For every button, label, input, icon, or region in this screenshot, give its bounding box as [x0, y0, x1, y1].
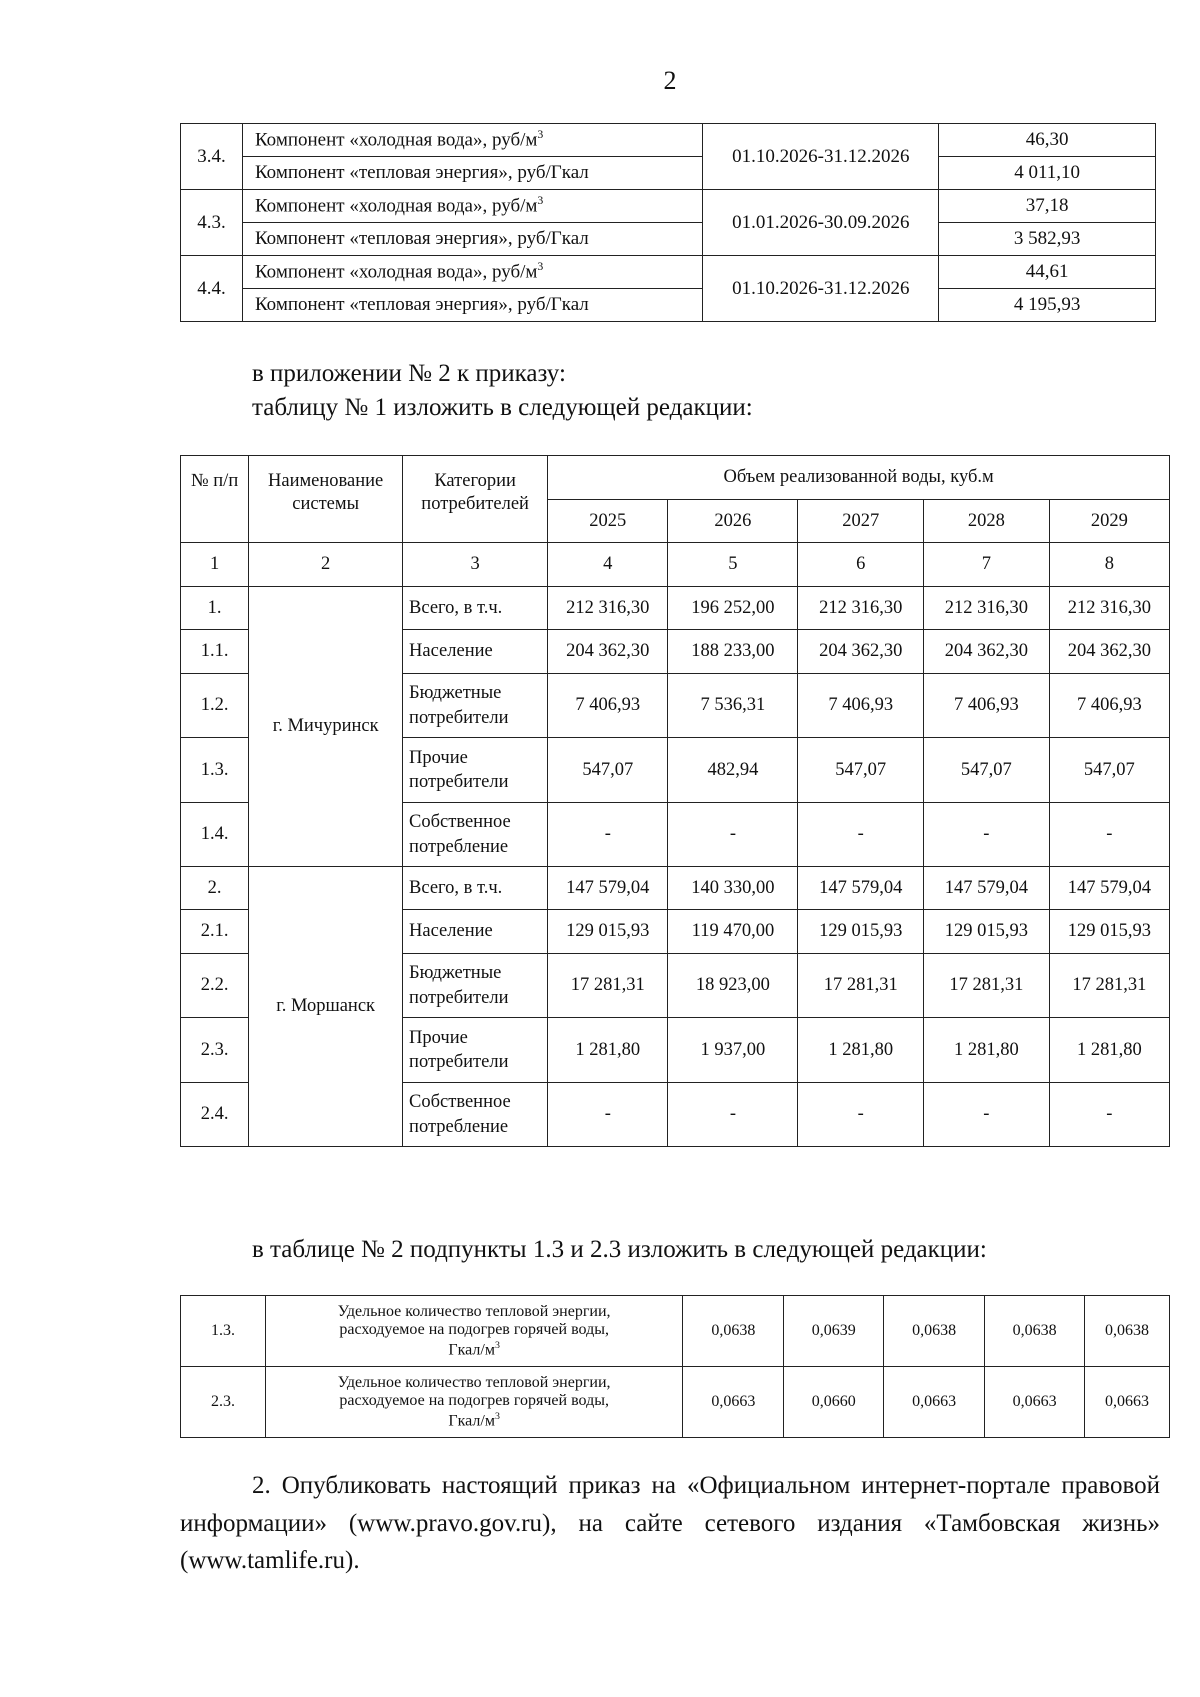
water-volume-table — [180, 455, 1170, 1147]
volume-value: 7 406,93 — [924, 674, 1050, 738]
cube-superscript: 3 — [494, 1339, 500, 1351]
volume-value: 204 362,30 — [924, 630, 1050, 674]
water-component-cell — [242, 190, 702, 223]
row-number: 1. — [181, 587, 249, 630]
consumer-category: Бюджетные потребители — [403, 954, 548, 1018]
tariff-row — [181, 124, 1156, 157]
volume-value: 7 536,31 — [668, 674, 798, 738]
column-number: 4 — [548, 543, 668, 587]
intro-text-table-1: таблицу № 1 изложить в следующей редакции: — [252, 394, 753, 421]
consumer-category: Население — [403, 910, 548, 954]
publish-order-text: 2. Опубликовать настоящий приказ на «Официальном интернет-портале правовой информации» (www.pravo.gov.ru), на сайте сетевого издания «Тамбовская жизнь» (www.tamlife.ru). — [180, 1472, 1160, 1574]
volume-value: 17 281,31 — [1049, 954, 1169, 1018]
column-number: 1 — [181, 543, 249, 587]
tariff-row-number: 4.4. — [181, 256, 243, 322]
heat-component-label: Компонент «тепловая энергия», руб/Гкал — [242, 223, 702, 256]
description-line: Удельное количество тепловой энергии, — [337, 1373, 611, 1391]
row-number: 2.2. — [181, 954, 249, 1018]
tariff-table — [180, 123, 1156, 322]
heat-description — [265, 1367, 682, 1438]
table-row — [181, 587, 1170, 630]
volume-value: 17 281,31 — [924, 954, 1050, 1018]
volume-value: 547,07 — [798, 738, 924, 803]
volume-value: 119 470,00 — [668, 910, 798, 954]
header-volume: Объем реализованной воды, куб.м — [548, 456, 1170, 500]
volume-value: - — [798, 803, 924, 867]
consumer-category: Прочие потребители — [403, 1018, 548, 1083]
system-name: г. Мичуринск — [249, 587, 403, 867]
volume-value: 7 406,93 — [548, 674, 668, 738]
volume-value: 17 281,31 — [798, 954, 924, 1018]
heat-value: 0,0638 — [985, 1296, 1085, 1367]
volume-value: 547,07 — [924, 738, 1050, 803]
intro-text-table-2: в таблице № 2 подпункты 1.3 и 2.3 изложить в следующей редакции: — [252, 1236, 987, 1263]
unit-label: Гкал/м — [448, 1340, 495, 1358]
volume-value: - — [548, 803, 668, 867]
volume-value: 1 281,80 — [798, 1018, 924, 1083]
description-line: расходуемое на подогрев горячей воды, — [339, 1392, 609, 1410]
volume-value: 147 579,04 — [798, 867, 924, 910]
volume-value: 1 281,80 — [924, 1018, 1050, 1083]
volume-value: - — [668, 803, 798, 867]
header-system: Наименование системы — [249, 456, 403, 543]
header-year: 2028 — [924, 500, 1050, 543]
consumer-category: Бюджетные потребители — [403, 674, 548, 738]
water-component-label: Компонент «холодная вода», руб/м — [254, 261, 538, 283]
volume-value: 212 316,30 — [548, 587, 668, 630]
header-year: 2026 — [668, 500, 798, 543]
table-row — [181, 867, 1170, 910]
description-line: Удельное количество тепловой энергии, — [337, 1302, 611, 1320]
description-unit — [266, 1340, 682, 1360]
volume-value: 147 579,04 — [1049, 867, 1169, 910]
volume-value: 1 937,00 — [668, 1018, 798, 1083]
column-number: 2 — [249, 543, 403, 587]
heat-row — [181, 1296, 1170, 1367]
unit-label: Гкал/м — [448, 1411, 495, 1429]
row-number: 2.4. — [181, 1083, 249, 1147]
heat-value: 0,0639 — [784, 1296, 884, 1367]
heat-component-value: 4 195,93 — [939, 289, 1156, 322]
system-name: г. Моршанск — [249, 867, 403, 1147]
volume-value: 1 281,80 — [1049, 1018, 1169, 1083]
volume-value: 212 316,30 — [798, 587, 924, 630]
consumer-category: Собственное потребление — [403, 803, 548, 867]
consumer-category: Прочие потребители — [403, 738, 548, 803]
volume-value: 212 316,30 — [924, 587, 1050, 630]
closing-paragraph — [180, 1467, 1160, 1580]
row-number: 2. — [181, 867, 249, 910]
heat-value: 0,0660 — [784, 1367, 884, 1438]
water-component-label: Компонент «холодная вода», руб/м — [254, 195, 538, 217]
water-component-value: 44,61 — [939, 256, 1156, 289]
cube-superscript: 3 — [537, 194, 544, 208]
tariff-row — [181, 190, 1156, 223]
volume-value: 7 406,93 — [798, 674, 924, 738]
volume-value: 129 015,93 — [798, 910, 924, 954]
description-unit — [266, 1411, 682, 1431]
heat-component-label: Компонент «тепловая энергия», руб/Гкал — [242, 157, 702, 190]
row-number: 1.1. — [181, 630, 249, 674]
tariff-row — [181, 289, 1156, 322]
column-number: 3 — [403, 543, 548, 587]
consumer-category: Население — [403, 630, 548, 674]
tariff-row — [181, 256, 1156, 289]
row-number: 2.1. — [181, 910, 249, 954]
volume-value: 547,07 — [1049, 738, 1169, 803]
heat-consumption-table — [180, 1295, 1170, 1438]
tariff-period: 01.01.2026-30.09.2026 — [703, 190, 939, 256]
heat-component-value: 4 011,10 — [939, 157, 1156, 190]
intro-text-appendix: в приложении № 2 к приказу: — [252, 360, 566, 387]
volume-value: 140 330,00 — [668, 867, 798, 910]
water-component-value: 37,18 — [939, 190, 1156, 223]
header-year: 2027 — [798, 500, 924, 543]
volume-value: - — [668, 1083, 798, 1147]
heat-value: 0,0638 — [683, 1296, 784, 1367]
heat-component-label: Компонент «тепловая энергия», руб/Гкал — [242, 289, 702, 322]
volume-value: 147 579,04 — [924, 867, 1050, 910]
page-number: 2 — [663, 66, 677, 95]
tariff-period: 01.10.2026-31.12.2026 — [703, 256, 939, 322]
header-category: Категории потребителей — [403, 456, 548, 543]
heat-value: 0,0663 — [985, 1367, 1085, 1438]
volume-value: - — [548, 1083, 668, 1147]
cube-superscript: 3 — [494, 1410, 500, 1422]
heat-component-value: 3 582,93 — [939, 223, 1156, 256]
header-year: 2025 — [548, 500, 668, 543]
water-component-cell — [242, 256, 702, 289]
heat-description — [265, 1296, 682, 1367]
column-number: 8 — [1049, 543, 1169, 587]
volume-value: 129 015,93 — [924, 910, 1050, 954]
cube-superscript: 3 — [537, 128, 544, 142]
tariff-period: 01.10.2026-31.12.2026 — [703, 124, 939, 190]
heat-value: 0,0663 — [683, 1367, 784, 1438]
tariff-row-number: 4.3. — [181, 190, 243, 256]
tariff-row — [181, 157, 1156, 190]
water-component-label: Компонент «холодная вода», руб/м — [254, 129, 538, 151]
row-number: 1.2. — [181, 674, 249, 738]
volume-value: 482,94 — [668, 738, 798, 803]
heat-value: 0,0638 — [1085, 1296, 1170, 1367]
volume-value: 204 362,30 — [798, 630, 924, 674]
row-number: 1.3. — [181, 1296, 266, 1367]
heat-value: 0,0638 — [884, 1296, 985, 1367]
column-number: 7 — [924, 543, 1050, 587]
heat-value: 0,0663 — [884, 1367, 985, 1438]
description-line: расходуемое на подогрев горячей воды, — [339, 1321, 609, 1339]
water-component-value: 46,30 — [939, 124, 1156, 157]
column-number: 6 — [798, 543, 924, 587]
volume-value: 1 281,80 — [548, 1018, 668, 1083]
row-number: 1.3. — [181, 738, 249, 803]
water-component-cell — [242, 124, 702, 157]
cube-superscript: 3 — [537, 260, 544, 274]
volume-value: - — [1049, 1083, 1169, 1147]
header-year: 2029 — [1049, 500, 1169, 543]
volume-value: 547,07 — [548, 738, 668, 803]
tariff-row — [181, 223, 1156, 256]
header-num: № п/п — [181, 456, 249, 543]
volume-value: 17 281,31 — [548, 954, 668, 1018]
row-number: 2.3. — [181, 1018, 249, 1083]
volume-value: 212 316,30 — [1049, 587, 1169, 630]
volume-value: - — [924, 803, 1050, 867]
consumer-category: Всего, в т.ч. — [403, 587, 548, 630]
volume-value: 7 406,93 — [1049, 674, 1169, 738]
heat-value: 0,0663 — [1085, 1367, 1170, 1438]
volume-value: 204 362,30 — [548, 630, 668, 674]
row-number: 1.4. — [181, 803, 249, 867]
heat-row — [181, 1367, 1170, 1438]
volume-value: 129 015,93 — [548, 910, 668, 954]
volume-value: 196 252,00 — [668, 587, 798, 630]
consumer-category: Собственное потребление — [403, 1083, 548, 1147]
volume-value: 147 579,04 — [548, 867, 668, 910]
volume-value: 204 362,30 — [1049, 630, 1169, 674]
volume-value: 129 015,93 — [1049, 910, 1169, 954]
column-number: 5 — [668, 543, 798, 587]
volume-value: 18 923,00 — [668, 954, 798, 1018]
consumer-category: Всего, в т.ч. — [403, 867, 548, 910]
volume-value: - — [924, 1083, 1050, 1147]
volume-value: - — [798, 1083, 924, 1147]
volume-value: 188 233,00 — [668, 630, 798, 674]
row-number: 2.3. — [181, 1367, 266, 1438]
tariff-row-number: 3.4. — [181, 124, 243, 190]
volume-value: - — [1049, 803, 1169, 867]
